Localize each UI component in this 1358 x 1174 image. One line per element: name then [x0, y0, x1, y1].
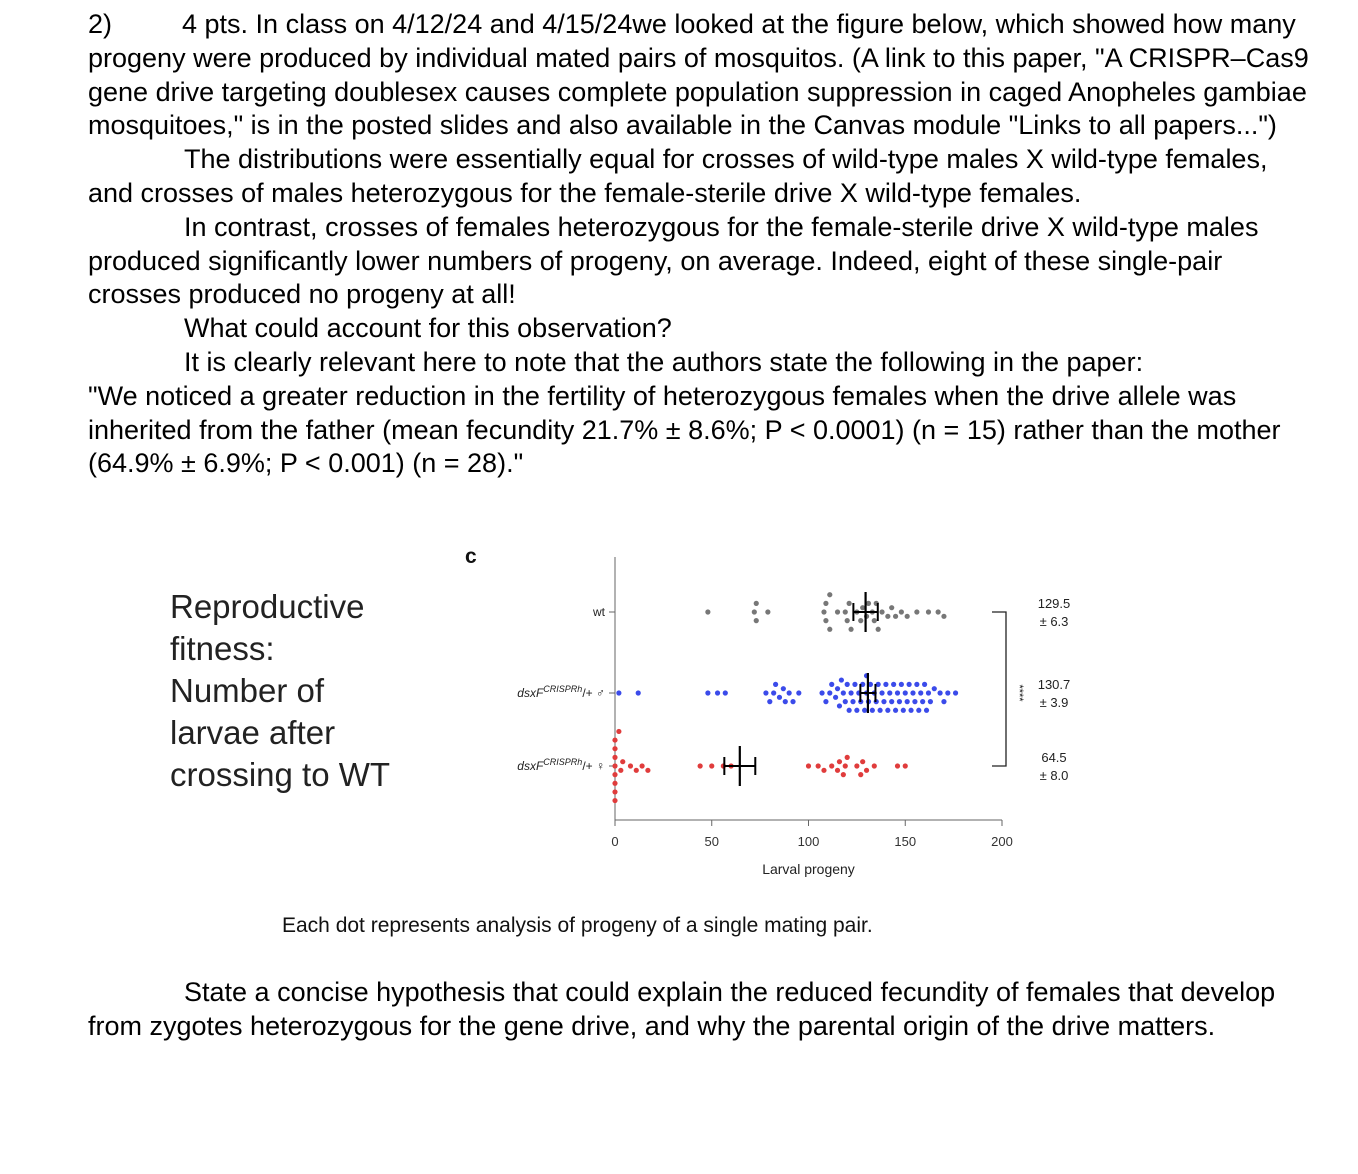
x-tick-label: 50: [704, 834, 719, 849]
data-point: [765, 609, 770, 614]
data-point: [941, 614, 946, 619]
data-point: [754, 601, 759, 606]
data-point: [941, 699, 946, 704]
data-point: [616, 729, 621, 734]
data-point: [910, 690, 915, 695]
data-point: [945, 690, 950, 695]
data-point: [821, 768, 826, 773]
data-point: [914, 682, 919, 687]
side-label-line: Reproductive: [170, 588, 365, 625]
data-point: [872, 763, 877, 768]
data-point: [916, 708, 921, 713]
data-point: [905, 699, 910, 704]
data-point: [848, 627, 853, 632]
data-point: [926, 609, 931, 614]
question-paragraph-2: The distributions were essentially equal for crosses of wild-type males X wild-type females, and crosses of males heterozygous for the female-sterile drive X wild-type females.: [88, 144, 1268, 208]
data-point: [843, 763, 848, 768]
data-point: [848, 690, 853, 695]
question-paragraph-5: It is clearly relevant here to note that the authors state the following in the paper:: [184, 346, 1144, 377]
data-point: [895, 690, 900, 695]
data-point: [914, 609, 919, 614]
question-number: 2): [88, 9, 113, 39]
data-point: [833, 695, 838, 700]
data-point: [845, 755, 850, 760]
data-point: [864, 768, 869, 773]
data-point: [908, 708, 913, 713]
data-point: [860, 759, 865, 764]
question-text: [88, 8, 1318, 481]
x-tick-label: 0: [611, 834, 619, 849]
data-point: [922, 682, 927, 687]
data-point: [928, 699, 933, 704]
x-tick-label: 150: [894, 834, 917, 849]
data-point: [847, 601, 852, 606]
data-point: [843, 609, 848, 614]
data-point: [823, 699, 828, 704]
figure-caption: Each dot represents analysis of progeny of a single mating pair.: [282, 914, 873, 937]
data-point: [901, 708, 906, 713]
category-label: wt: [593, 605, 605, 619]
data-point: [819, 690, 824, 695]
data-point: [841, 772, 846, 777]
data-point: [612, 798, 617, 803]
side-label-line: crossing to WT: [170, 756, 391, 793]
data-point: [752, 609, 757, 614]
data-point: [891, 682, 896, 687]
data-point: [612, 781, 617, 786]
data-point: [612, 746, 617, 751]
data-point: [854, 763, 859, 768]
side-label-line: Number of: [170, 672, 325, 709]
data-point: [612, 772, 617, 777]
category-label: dsxF$^{CRISPRh}$/+ ♂: [517, 684, 605, 700]
x-tick-label: 200: [991, 834, 1013, 849]
significance-bracket: [992, 612, 1006, 766]
data-point: [897, 699, 902, 704]
data-point: [612, 789, 617, 794]
data-point: [953, 690, 958, 695]
data-point: [879, 690, 884, 695]
data-point: [937, 690, 942, 695]
data-point: [829, 763, 834, 768]
data-point: [903, 690, 908, 695]
category-label: dsxF$^{CRISPRh}$/+ ♀: [517, 757, 605, 773]
data-point: [926, 690, 931, 695]
question-paragraph-1: [88, 8, 1318, 143]
data-point: [918, 690, 923, 695]
data-point: [912, 699, 917, 704]
data-point: [763, 690, 768, 695]
data-point: [893, 614, 898, 619]
sem-label: ± 6.3: [1039, 614, 1069, 629]
data-point: [616, 690, 621, 695]
data-point: [883, 682, 888, 687]
data-point: [887, 690, 892, 695]
data-point: [862, 708, 867, 713]
data-point: [837, 703, 842, 708]
data-point: [698, 763, 703, 768]
data-point: [835, 686, 840, 691]
sem-label: ± 3.9: [1039, 695, 1069, 710]
data-point: [705, 690, 710, 695]
data-point: [827, 627, 832, 632]
data-point: [783, 699, 788, 704]
data-point: [827, 690, 832, 695]
significance-label: ****: [1013, 684, 1025, 702]
data-point: [907, 682, 912, 687]
data-point: [628, 763, 633, 768]
mean-label: 64.5: [1041, 750, 1067, 765]
followup-text: State a concise hypothesis that could explain the reduced fecundity of females that develop from zygotes heterozygous for the gene drive, and why the parental origin of the drive matters.: [88, 977, 1276, 1041]
data-point: [773, 682, 778, 687]
data-point: [920, 699, 925, 704]
data-point: [715, 690, 720, 695]
data-point: [723, 690, 728, 695]
data-point: [754, 618, 759, 623]
figure-side-label: [170, 586, 390, 796]
mean-label: 129.5: [1037, 596, 1071, 611]
data-point: [881, 699, 886, 704]
data-point: [837, 759, 842, 764]
data-point: [835, 609, 840, 614]
data-point: [612, 755, 617, 760]
data-point: [787, 690, 792, 695]
sem-label: ± 8.0: [1039, 768, 1069, 783]
data-point: [709, 763, 714, 768]
data-point: [639, 763, 644, 768]
data-point: [899, 682, 904, 687]
data-point: [771, 690, 776, 695]
followup-question: [88, 976, 1288, 1044]
data-point: [843, 699, 848, 704]
data-point: [705, 609, 710, 614]
data-point: [854, 708, 859, 713]
data-point: [835, 768, 840, 773]
question-quote: "We noticed a greater reduction in the fertility of heterozygous females when the drive allele was inherited from the father (mean fecundity 21.7% ± 8.6%; P < 0.0001) (n = 15) rather than the mother (64.9% ± 6.9%; P < 0.001) (n = 28).": [88, 380, 1281, 479]
data-point: [845, 618, 850, 623]
data-point: [852, 682, 857, 687]
question-intro: 4 pts. In class on 4/12/24 and 4/15/24we looked at the figure below, which showed how many progeny were produced by individual mated pairs of mosquitos. (A link to this paper, "A CRISPR–Cas9 gene drive targeting doublesex causes complete population suppression in caged Anopheles gambiae mosquitoes," is in the posted slides and also available in the Canvas module "Links to all papers..."): [88, 9, 1309, 141]
data-point: [858, 618, 863, 623]
data-point: [847, 708, 852, 713]
data-point: [823, 618, 828, 623]
data-point: [827, 592, 832, 597]
data-point: [858, 772, 863, 777]
mean-label: 130.7: [1037, 677, 1071, 692]
fecundity-chart: [470, 545, 1100, 890]
data-point: [636, 690, 641, 695]
data-point: [893, 708, 898, 713]
x-axis-title: Larval progeny: [762, 861, 855, 877]
question-paragraph-4: What could account for this observation?: [184, 313, 672, 344]
data-point: [612, 763, 617, 768]
data-point: [924, 708, 929, 713]
data-point: [899, 609, 904, 614]
data-point: [870, 708, 875, 713]
data-point: [885, 614, 890, 619]
data-point: [777, 695, 782, 700]
data-point: [620, 759, 625, 764]
data-point: [845, 682, 850, 687]
data-point: [903, 763, 908, 768]
side-label-line: larvae after: [170, 714, 336, 751]
data-point: [790, 699, 795, 704]
data-point: [816, 763, 821, 768]
data-point: [645, 768, 650, 773]
question-paragraph-3: In contrast, crosses of females heterozygous for the female-sterile drive X wild-type males produced significantly lower numbers of progeny, on average. Indeed, eight of these single-pair crosses produced no progeny at all!: [88, 211, 1259, 310]
data-point: [889, 605, 894, 610]
data-point: [876, 627, 881, 632]
data-point: [841, 690, 846, 695]
side-label-line: fitness:: [170, 630, 275, 667]
data-point: [821, 609, 826, 614]
data-point: [806, 763, 811, 768]
data-point: [850, 699, 855, 704]
data-point: [618, 768, 623, 773]
data-point: [829, 682, 834, 687]
data-point: [781, 686, 786, 691]
data-point: [877, 708, 882, 713]
data-point: [872, 618, 877, 623]
data-point: [895, 763, 900, 768]
data-point: [889, 699, 894, 704]
data-point: [796, 690, 801, 695]
data-point: [936, 609, 941, 614]
panel-letter: c: [465, 545, 477, 568]
data-point: [905, 614, 910, 619]
data-point: [612, 737, 617, 742]
data-point: [823, 601, 828, 606]
data-point: [634, 768, 639, 773]
x-tick-label: 100: [797, 834, 820, 849]
data-point: [879, 609, 884, 614]
data-point: [932, 686, 937, 691]
data-point: [767, 699, 772, 704]
data-point: [839, 677, 844, 682]
data-point: [885, 708, 890, 713]
